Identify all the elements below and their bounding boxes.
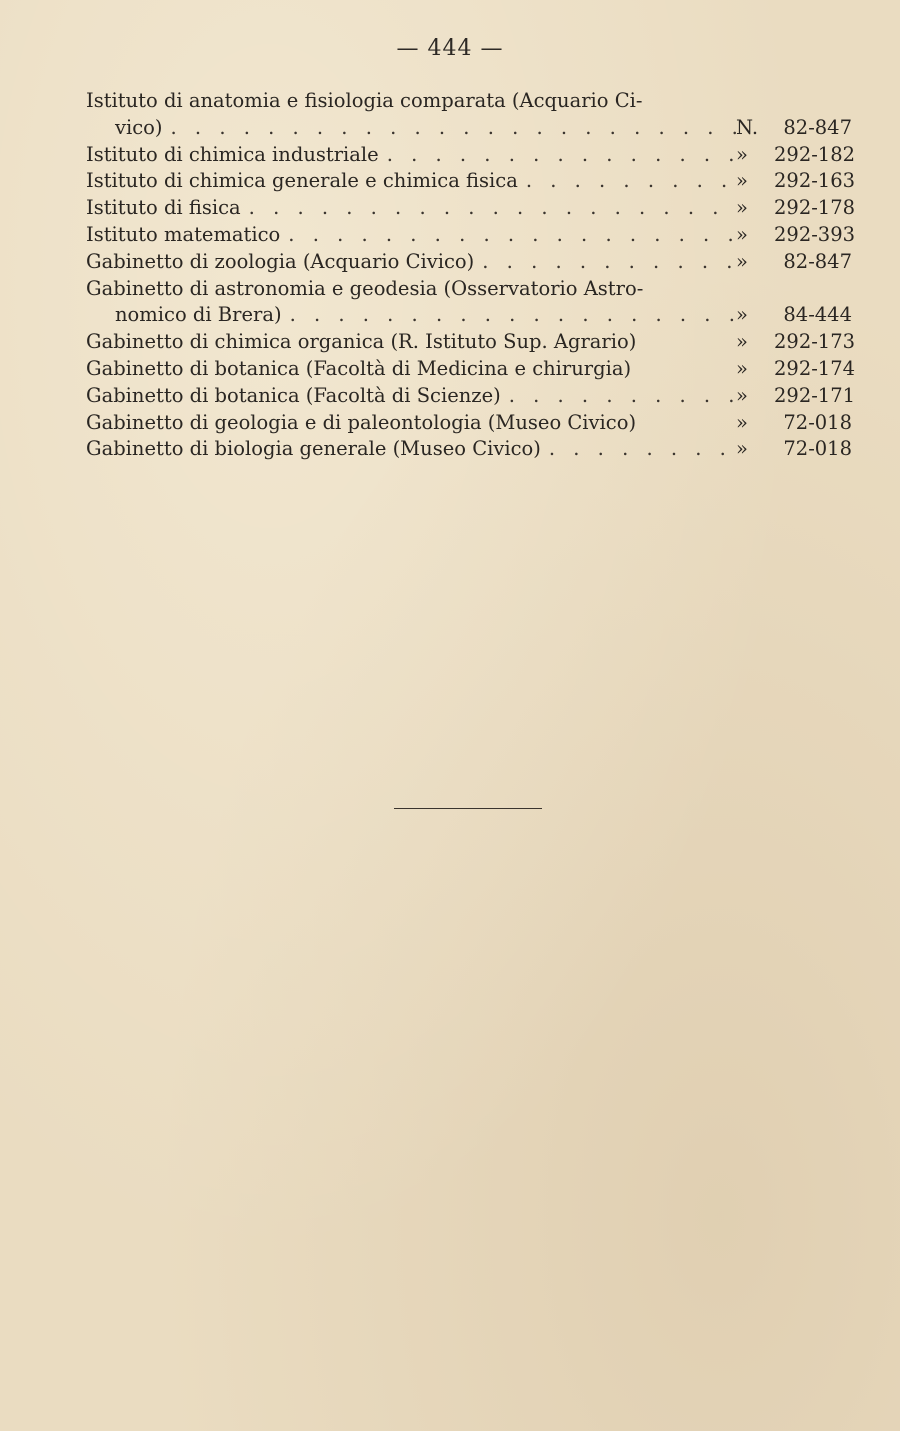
entry-label: Istituto matematico [86,222,281,246]
dot-leader [379,142,736,169]
entry-number: 292-174 [774,356,856,380]
entry-number: 292-393 [774,222,856,246]
entry-label: Gabinetto di astronomia e geodesia (Osservatorio Astro- [86,276,644,300]
list-item [86,168,856,195]
list-item [86,115,852,142]
entry-number: 292-171 [774,383,856,407]
entry-number: 292-178 [774,196,856,220]
entry-label: Gabinetto di geologia e di paleontologia (Museo Civico) [86,410,637,434]
entry-prefix: » [736,437,748,461]
dot-leader [501,383,736,410]
entry-prefix: » [736,142,748,166]
dot-leader [518,168,736,195]
entry-label: Gabinetto di chimica organica (R. Istituto Sup. Agrario) [86,330,637,354]
dot-leader [541,436,736,463]
list-item [86,329,856,356]
section-divider [394,808,542,809]
list-item [86,302,852,329]
entry-prefix: » [736,169,748,193]
entry-label: vico) [115,115,163,139]
entry-prefix: » [736,249,748,273]
entry-prefix: » [736,356,748,380]
list-item [86,383,856,410]
entry-number: 84-444 [783,303,852,327]
entry-label: Gabinetto di botanica (Facoltà di Medicina e chirurgia) [86,356,632,380]
entry-prefix: » [736,196,748,220]
list-item [86,356,856,383]
entry-line [86,276,852,303]
dot-leader [163,115,736,142]
entry-number: 292-163 [774,169,856,193]
entry-number: 82-847 [783,249,852,273]
entry-number: 292-182 [774,142,856,166]
entry-label: Istituto di chimica industriale [86,142,379,166]
entry-prefix: » [736,330,748,354]
entry-label: nomico di Brera) [115,303,282,327]
list-item [86,249,852,276]
entry-label: Gabinetto di biologia generale (Museo Civico) [86,437,541,461]
entry-prefix: N. [736,115,759,139]
dot-leader [282,302,736,329]
list-item [86,142,856,169]
entry-label: Gabinetto di botanica (Facoltà di Scienze) [86,383,501,407]
entry-label: Istituto di fisica [86,196,241,220]
dot-leader [474,249,736,276]
entry-number: 82-847 [783,115,852,139]
dot-leader [241,195,736,222]
directory-list [86,88,856,463]
list-item [86,410,852,437]
entry-prefix: » [736,303,748,327]
list-item [86,195,856,222]
entry-line [86,88,852,115]
list-item [86,222,856,249]
entry-prefix: » [736,410,748,434]
dot-leader [280,222,736,249]
entry-prefix: » [736,383,748,407]
list-item [86,436,852,463]
entry-number: 72-018 [783,410,852,434]
entry-number: 292-173 [774,330,856,354]
entry-number: 72-018 [783,437,852,461]
entry-label: Istituto di anatomia e fisiologia comparata (Acquario Ci- [86,89,643,112]
page-number: — 444 — [396,36,504,61]
entry-label: Gabinetto di zoologia (Acquario Civico) [86,249,475,273]
entry-label: Istituto di chimica generale e chimica fisica [86,169,518,193]
entry-prefix: » [736,222,748,246]
